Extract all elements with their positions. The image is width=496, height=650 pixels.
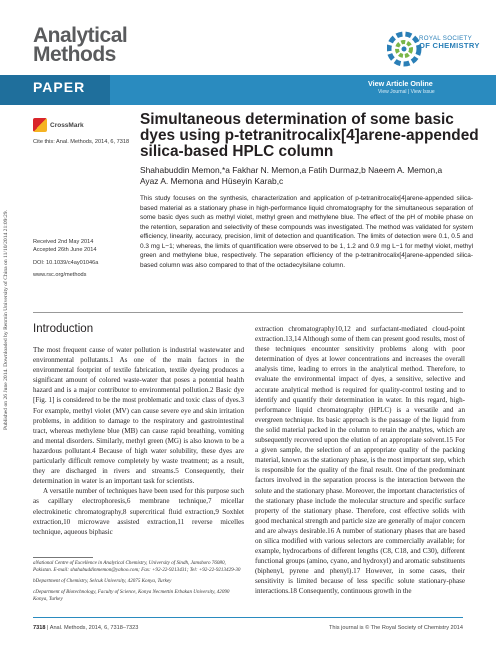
article-dates: [33, 238, 96, 254]
authors-line2: Ayaz A. Memona and Hüseyin Karab,c: [140, 176, 284, 186]
affiliation: aNational Centre of Excellence in Analytical Chemistry, University of Sindh, Jamshoro 76080, Pakistan. E-mail: shahabuddinmemon@yahoo.com; Fax: +92-22-9213431; Tel: +92-22-9213429-30: [33, 560, 241, 573]
journal-name-line1: Analytical: [33, 24, 128, 47]
download-stamp: Published on 26 June 2014. Downloaded by Renmin University of China on 11/10/2014 21:09:29.: [3, 210, 9, 430]
publisher-name: ROYAL SOCIETY OF CHEMISTRY: [419, 35, 480, 51]
copyright: This journal is © The Royal Society of Chemistry 2014: [329, 625, 463, 631]
section-label: PAPER: [33, 79, 86, 95]
view-journal-issue-links[interactable]: View Journal | View Issue: [378, 89, 435, 95]
doi-link[interactable]: DOI: 10.1039/c4ay01046a: [33, 260, 99, 266]
journal-url-link[interactable]: www.rsc.org/methods: [33, 272, 87, 278]
citation: Cite this: Anal. Methods, 2014, 6, 7318: [33, 139, 130, 145]
body-column-left: [33, 345, 244, 553]
journal-reference: Anal. Methods, 2014, 6, 7318–7323: [49, 625, 139, 631]
paragraph: extraction chromatography10,12 and surfactant-mediated cloud-point extraction.13,14 Although some of them can present good results, most of these techniques encounter sensitivity problems along with poor determination of dyes at lower concentrations and increases the overall analysis time, leading to errors in the analytical method. Therefore, to evaluate the environmental impact of dyes, a sensitive, selective and accurate analytical method is required for quality-control testing and to identify and quantify their determination in water. In this regard, high-performance liquid chromatography (HPLC) is a versatile and an evergreen technique. Its basic approach is the passage of the liquid from the solid material packed in the column to retain the analytes, which are subsequently recovered upon the elution of an appropriate solvent.15 For a given sample, the selection of an appropriate quality of the packing material, known as the stationary phase, is the most important step, which is responsible for the quality of the final result. One of the predominant factors involved in the separation process is the interaction between the solute and the stationary phase. Moreover, the important characteristics of the stationary phase include the molecular structure and specific surface property of the stationary phase. Therefore, cost effective solids with good mechanical strength and particle size are generally of major concern and are always desirable.16 A number of stationary phases that are based on silica modified with various selectors are commercially available; for example, hydrocarbons of different lengths (C8, C18, and C30), different functional groups (amino, cyano, and hydroxyl) and aromatic substituents (biphenyl, pyrene and phenyl).17 However, in some cases, their sensitivity is limited because of less specific solute stationary-phase interactions.18 Consequently, continuous growth in the: [255, 325, 465, 596]
view-article-online-link[interactable]: View Article Online: [368, 79, 433, 88]
page-number: 7318: [33, 625, 46, 631]
journal-logo[interactable]: [33, 26, 127, 64]
section-heading-introduction: Introduction: [33, 323, 94, 335]
accepted-date: Accepted 26th June 2014: [33, 247, 97, 253]
article-title: Simultaneous determination of some basic dyes using p-tetranitrocalix[4]arene-appended silica-based HPLC column: [140, 111, 479, 161]
paragraph: The most frequent cause of water pollution is industrial wastewater and environmental pollutants.1 As one of the main factors in the environmental footprint of textile fabrication, textile dyeing produces a significant amount of colored waste-water that poses a potential health hazard and is a major contributor to environmental pollution.2 Basic dye [Fig. 1] is considered to be the most problematic and toxic class of dyes.3 For example, methyl violet (MV) can cause severe eye and skin irritation problems, in addition to damage to the respiratory and gastrointestinal tract, whereas methylene blue (MB) can cause rapid breathing, vomiting and mental disorders. Similarly, methyl green (MG) is also known to be a hazardous pollutant.4 Because of high water solubility, these dyes are particularly difficult remove completely by waste treatment; as a result, they are discharged in rivers and streams.5 Consequently, their determination in water is an important task for scientists.: [33, 346, 244, 486]
received-date: Received 2nd May 2014: [33, 239, 94, 245]
affiliation: bDepartment of Chemistry, Selcuk University, 42075 Konya, Turkey: [33, 578, 172, 584]
affiliations: [33, 560, 241, 607]
crossmark-icon: [33, 118, 47, 132]
footnote-rule: [33, 557, 93, 558]
author-list: [140, 165, 470, 187]
paragraph: A versatile number of techniques have been used for this purpose such as capillary electrophoresis,6 membrane technique,7 micellar electrokinetic chromatography,8 supercritical fluid extraction,9 Soxhlet extraction,10 microwave assisted extraction,11 reverse micelles technique, aqueous biphasic: [33, 487, 244, 536]
crossmark-button[interactable]: CrossMark: [33, 115, 93, 135]
authors-line1: Shahabuddin Memon,*a Fakhar N. Memon,a Fatih Durmaz,b Naeem A. Memon,a: [140, 165, 443, 175]
footer-rule: [33, 617, 463, 618]
header-divider: [33, 312, 463, 313]
abstract: This study focuses on the synthesis, characterization and application of p-tetranitrocalix[4]arene-appended silica-based material as a stationary phase in high-performance liquid chromatography for the simultaneous separation of some basic dyes such as methyl violet, methyl green and methylene blue. The effect of the pH of mobile phase on the retention, separation and selectivity of these compounds was investigated. The method was validated for system efficiency, linearity, accuracy, precision, limit of detection and quantification. The limits of detection were 0.1, 0.5 and 0.3 mg L−1; whereas, the limits of quantification were observed to be 1, 1.2 and 0.9 mg L−1 for methyl violet, methyl green and methylene blue, respectively. The separation efficiency of the p-tetranitrocalix[4]arene-appended silica-based column was also compared to that of the octadecylsilane column.: [140, 195, 473, 269]
page-footer-left: 7318 | Anal. Methods, 2014, 6, 7318–7323: [33, 625, 139, 631]
body-column-right: [255, 324, 465, 614]
journal-name-line2: Methods: [33, 43, 116, 66]
affiliation: cDepartment of Biotechnology, Faculty of Science, Konya Necmettin Erbakan University, 42090 Konya, Turkey: [33, 589, 230, 602]
